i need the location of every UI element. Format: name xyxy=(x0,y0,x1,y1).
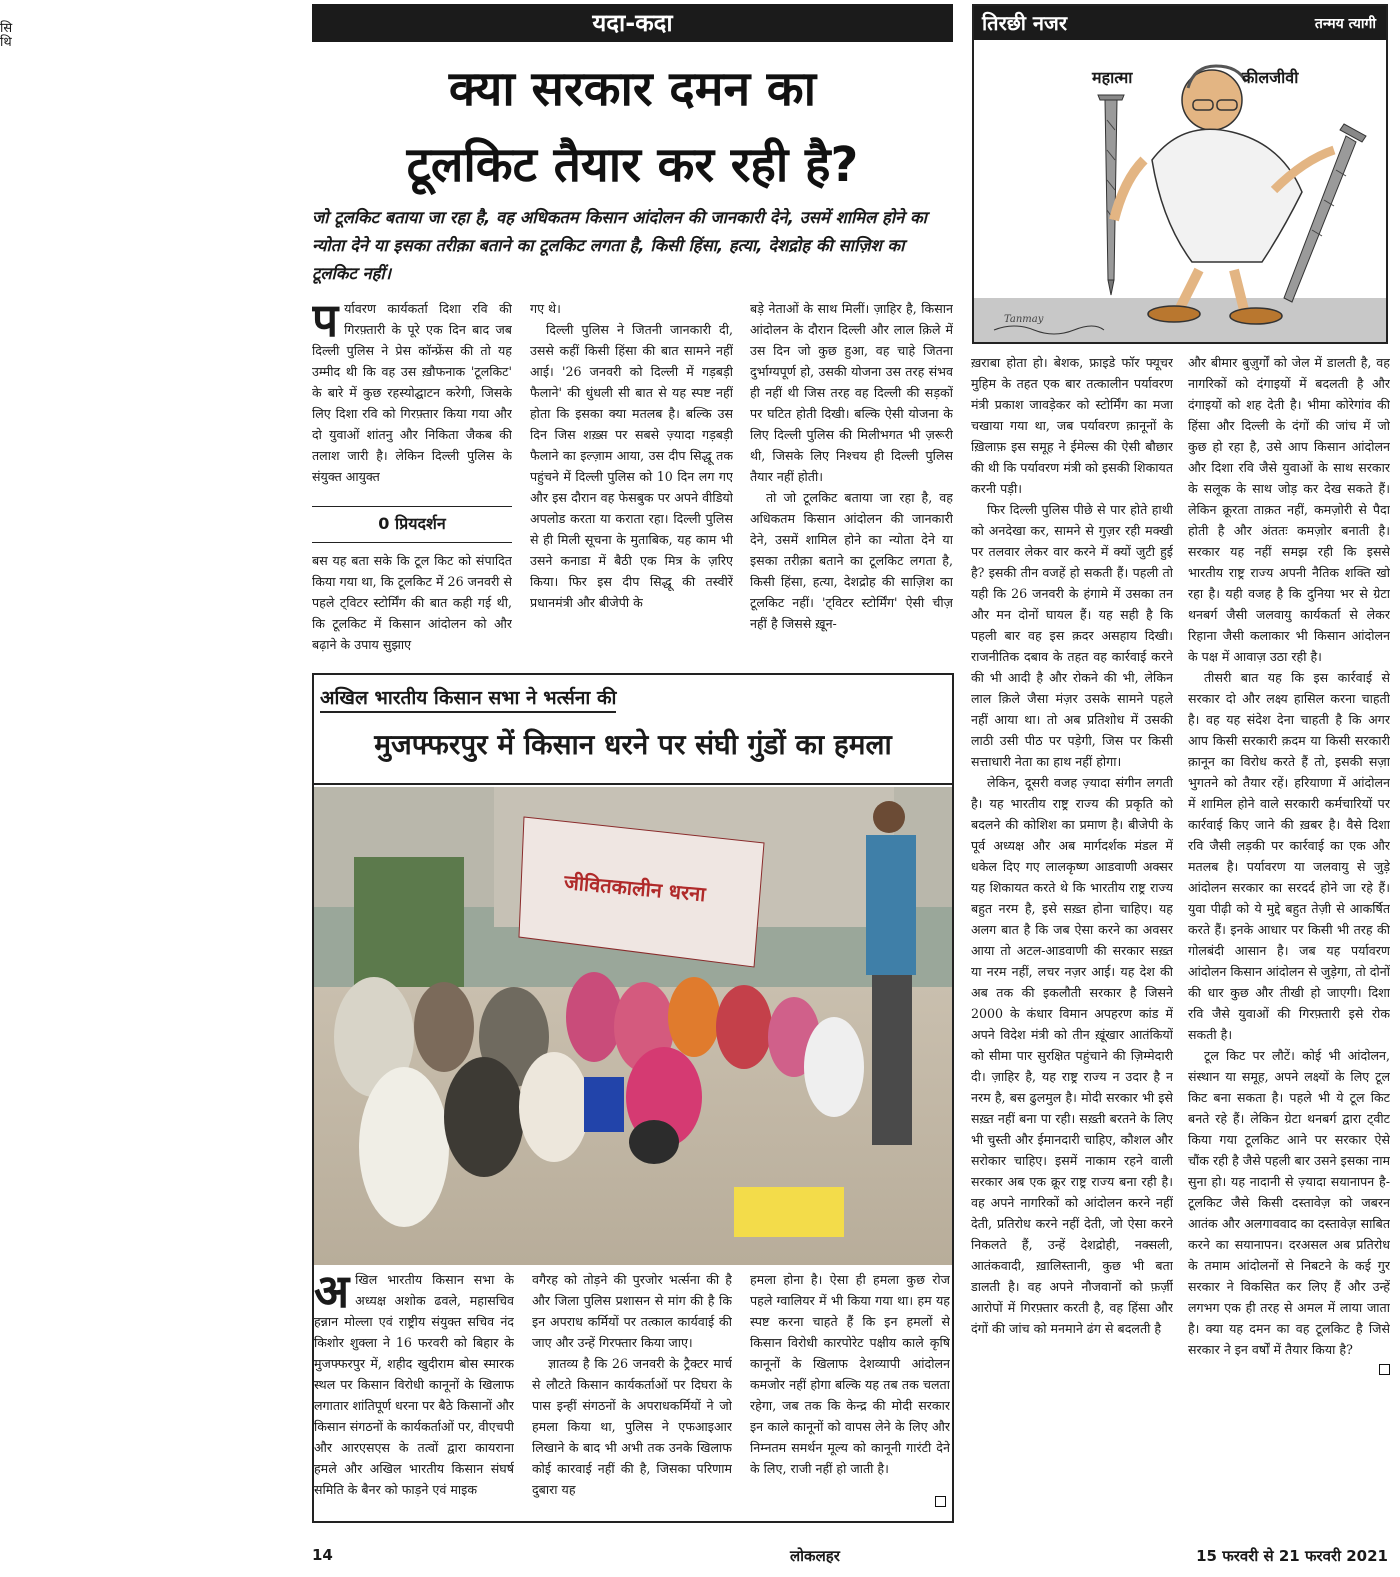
article-paragraph: बस यह बता सके कि टूल किट को संपादित किया गया था, कि टूलकिट में 26 जनवरी से पहले ट्विटर स्टोर्मिंग की बात कही गई थी, कि टूलकिट में किसान आंदोलन को और बढ़ाने के उपाय सुझाए xyxy=(312,553,512,652)
news-headline-rule xyxy=(314,783,952,785)
paragraph-text: खिल भारतीय किसान सभा के अध्यक्ष अशोक ढवले, महासचिव हन्नान मोल्ला एवं राष्ट्रीय संयुक्त सचिव नंद किशोर शुक्ला ने 16 फरवरी को बिहार के मुजफ्फरपुर में, शहीद खुदीराम बोस स्मारक स्थल पर किसान विरोधी कानूनों के खिलाफ लगातार शांतिपूर्ण धरना पर बैठे किसानों और किसान संगठनों के कार्यकर्ताओं पर, वीएचपी और आरएसएस के तत्वों द्वारा कायराना हमले और अखिल भारतीय किसान संघर्ष समिति के बैनर को फाड़ने एवं माइक xyxy=(314,1272,514,1497)
standing-speaker xyxy=(866,801,916,1145)
news-headline: मुजफ्फरपुर में किसान धरने पर संघी गुंडों का हमला xyxy=(374,728,892,761)
edge-fragment-line: थि xyxy=(0,35,12,50)
news-photo xyxy=(314,787,952,1265)
drop-cap: अ xyxy=(314,1269,350,1318)
article-paragraph: ज्ञातव्य है कि 26 जनवरी के ट्रैक्टर मार्च से लौटते किसान कार्यकर्ताओं पर दिघरा के पास इन्हीं संगठनों के अपराधकर्मियों ने जो हमला किया था, पुलिस ने एफआइआर लिखाने के बाद भी अभी तक उनके खिलाफ कोई कारवाई नहीं की है, जिसका परिणाम दुबारा यह xyxy=(532,1356,732,1497)
article-paragraph xyxy=(314,1269,514,1500)
article-paragraph xyxy=(312,298,512,487)
article-paragraph: तो जो टूलकिट बताया जा रहा है, वह अधिकतम किसान आंदोलन की जानकारी देने, उसमें शामिल होने का न्योता देने या इसका तरीक़ा बताने का टूलकिट लगता है, किसी हिंसा, हत्या, देशद्रोह की साज़िश का टूलकिट नहीं। 'ट्विटर स्टोर्मिंग' ऐसी चीज़ नहीं है जिससे ख़ून- xyxy=(750,490,953,631)
cartoon-banner-title: तिरछी नजर xyxy=(982,11,1068,35)
headline-line-2: टूलकिट तैयार कर रही है? xyxy=(406,137,859,193)
article-column-3 xyxy=(750,298,953,665)
drop-cap: प xyxy=(312,298,339,347)
article-column-2 xyxy=(530,298,733,665)
news-kicker xyxy=(320,685,616,713)
author-rule-top xyxy=(312,506,512,507)
cartoon-banner xyxy=(974,6,1386,40)
article-column-1 xyxy=(312,298,512,508)
news-box xyxy=(312,673,954,1523)
page-number: 14 xyxy=(312,1546,333,1564)
blue-box xyxy=(584,1077,624,1132)
page-headline xyxy=(312,56,953,198)
protest-banner-text: जीवितकालीन धरना xyxy=(563,869,707,907)
article-column-5 xyxy=(1188,352,1390,1530)
article-paragraph: ख़राबा होता हो। बेशक, फ्राइडे फॉर फ्यूचर मुहिम के तहत एक बार तत्कालीन पर्यावरण मंत्री प्रकाश जावड़ेकर को स्टोर्मिंग का मजा चखाया गया था, जब पर्यावरण क़ानूनों के ख़िलाफ़ इस समूह ने ईमेल्स की ऐसी बौछार की थी कि पर्यावरण मंत्री को इसकी शिकायत करनी पड़ी। xyxy=(971,355,1173,496)
publication-name: लोकलहर xyxy=(790,1547,840,1565)
article-column-4 xyxy=(971,352,1173,1530)
end-mark xyxy=(1379,1364,1390,1375)
edge-fragment-line: सि xyxy=(0,21,13,36)
edge-fragment xyxy=(0,22,12,50)
bag xyxy=(629,1120,679,1164)
article-paragraph: लेकिन, दूसरी वजह ज़्यादा संगीन लगती है। यह भारतीय राष्ट्र राज्य की प्रकृति को बदलने की कोशिश का प्रमाण है। बीजेपी के पूर्व अध्यक्ष और अब मार्गदर्शक मंडल में धकेल दिए गए लालकृष्ण आडवाणी अक्सर यह शिकायत करते थे कि भारतीय राष्ट्र राज्य बहुत नरम है, इसे सख़्त होना चाहिए। यह अलग बात है कि जब ऐसा करने का अवसर आया तो अटल-आडवाणी की सरकार सख़्त या नरम नहीं, लचर नज़र आई। यह देश की अब तक की इकलौती सरकार है जिसने 2000 के कंधार विमान अपहरण कांड में अपने विदेश मंत्री को तीन ख़ूंखार आतंकियों को सीमा पार सुरक्षित पहुंचाने की ज़िम्मेदारी दी। ज़ाहिर है, यह राष्ट्र राज्य न उदार है न नरम है, बस ढुलमुल है। मोदी सरकार भी इसे सख़्त नहीं बना पा रही। सख़्ती बरतने के लिए भी चुस्ती और ईमानदारी चाहिए, कौशल और सरोकार चाहिए। इसमें नाकाम रहने वाली सरकार अब एक क्रूर राष्ट्र राज्य बना रही है। वह अपने नागरिकों को आंदोलन करने नहीं देती, प्रतिरोध करने नहीं देती, जो ऐसा करने निकलते हैं, उन्हें देशद्रोही, नक्सली, आतंकवादी, ख़ालिस्तानी, कुछ भी बता डालती है। वह अपने नौजवानों को फ़र्ज़ी आरोपों में गिरफ़्तार करती है, वह हिंसा और दंगों की जांच को मनमाने ढंग से बदलती है xyxy=(971,775,1173,1336)
issue-date: 15 फरवरी से 21 फरवरी 2021 xyxy=(1196,1547,1388,1565)
headline-line-1: क्या सरकार दमन का xyxy=(448,61,817,117)
news-kicker-text: अखिल भारतीय किसान सभा ने भर्त्सना की xyxy=(320,687,617,709)
article-paragraph: और बीमार बुज़ुर्गों को जेल में डालती है, वह नागरिकों को दंगाइयों में बदलती है और दंगाइयों को शह देती है। भीमा कोरेगांव की हिंसा और दिल्ली के दंगों की जांच में जो कुछ हो रहा है, उसे आप किसान आंदोलन और दिशा रवि जैसे युवाओं के साथ सरकार के सलूक के साथ जोड़ कर देख सकते हैं। लेकिन क्रूरता ताक़त नहीं, कमज़ोरी से पैदा होती है और अंततः कमज़ोर बनाती है। सरकार यह नहीं समझ रही कि इससे भारतीय राष्ट्र राज्य अपनी नैतिक शक्ति खो रहा है। यही वजह है कि दुनिया भर से ग्रेटा थनबर्ग जैसी जलवायु कार्यकर्ता से लेकर रिहाना जैसी कलाकार भी किसान आंदोलन के पक्ष में आवाज़ उठा रही है। xyxy=(1188,355,1390,664)
article-paragraph: हमला होना है। ऐसा ही हमला कुछ रोज पहले ग्वालियर में भी किया गया था। हम यह स्पष्ट करना चाहते हैं कि इन हमलों से किसान विरोधी कारपोरेट पक्षीय काले कृषि कानूनों के खिलाफ देशव्यापी आंदोलन कमजोर नहीं होगा बल्कि यह तब तक चलता रहेगा, जब तक कि केन्द्र की मोदी सरकार इन काले कानूनों को वापस लेने के लिए और निम्नतम समर्थन मूल्य को कानूनी गारंटी देने के लिए, राजी नहीं हो जाती है। xyxy=(750,1272,950,1476)
cartoon-label-right: कीलजीवी xyxy=(1242,68,1299,87)
author-byline: 0 प्रियदर्शन xyxy=(378,514,446,533)
news-column-1 xyxy=(314,1269,514,1519)
cartoon-figure xyxy=(1114,66,1334,324)
cartoon-box xyxy=(972,4,1388,344)
yellow-sheet xyxy=(734,1187,844,1237)
article-paragraph: तीसरी बात यह कि इस कार्रवाई से सरकार दो और लक्ष्य हासिल करना चाहती है। वह यह संदेश देना चाहती है कि अगर आप किसी सरकारी क़दम या किसी सरकारी क़ानून का विरोध करते हैं तो, इसकी सज़ा भुगतने को तैयार रहें। हरियाणा में आंदोलन में शामिल होने वाले सरकारी कर्मचारियों पर कार्रवाई किए जाने की ख़बर है। वैसे दिशा रवि जैसी लड़की पर कार्रवाई का एक और मतलब है। पर्यावरण या जलवायु से जुड़े आंदोलन सरकार का सरदर्द होने जा रहे हैं। युवा पीढ़ी को ये मुद्दे बहुत तेज़ी से आकर्षित करते हैं। इनके आधार पर किसी भी तरह की गोलबंदी आसान है। जब यह पर्यावरण आंदोलन किसान आंदोलन से जुड़ेगा, तो दोनों की धार कुछ और तीखी हो जाएगी। दिशा रवि जैसे युवाओं की गिरफ़्तारी इसे रोक सकती है। xyxy=(1188,670,1390,1042)
section-banner-label: यदा-कदा xyxy=(592,9,673,37)
article-paragraph: फिर दिल्ली पुलिस पीछे से पार होते हाथी को अनदेखा कर, सामने से गुज़र रही मक्खी पर तलवार लेकर वार करने में क्यों जुटी हुई है? इसकी तीन वजहें हो सकती हैं। पहली तो यही कि 26 जनवरी के हंगामे में उसका तन और मन दोनों घायल हैं। यह सही है कि पहली बार वह इस क़दर असहाय दिखी। राजनीतिक दबाव के तहत वह कार्रवाई करने की भी आदी है और रोकने की भी, लेकिन लाल क़िले जैसा मंज़र उसके सामने पहले नहीं आया था। तो अब प्रतिशोध में उसकी लाठी उसी पीठ पर पड़ेगी, जिस पर किसी सत्ताधारी नेता का हाथ नहीं होगा। xyxy=(971,502,1173,769)
article-paragraph: गए थे। xyxy=(530,301,561,316)
paragraph-text: र्यावरण कार्यकर्ता दिशा रवि की गिरफ़्तारी के पूरे एक दिन बाद जब दिल्ली पुलिस ने प्रेस कॉन्फ्रेंस की तो यह उम्मीद थी कि वह उस ख़ौफनाक 'टूलकिट' के बारे में कुछ रहस्योद्घाटन करेगी, जिसके लिए दिशा रवि को गिरफ़्तार किया गया और दो युवाओं शांतनु और निकिता जैकब की तलाश जारी है। लेकिन दिल्ली पुलिस के संयुक्त आयुक्त xyxy=(312,301,512,484)
news-column-2 xyxy=(532,1269,732,1519)
article-paragraph: दिल्ली पुलिस ने जितनी जानकारी दी, उससे कहीं किसी हिंसा की बात सामने नहीं आई। '26 जनवरी को दिल्ली में गड़बड़ी फैलाने' की धुंधली सी बात से यह स्पष्ट नहीं होता कि इसका क्या मतलब है। बल्कि उस दिन जिस शख़्स पर सबसे ज़्यादा गड़बड़ी फैलाने का इल्ज़ाम आया, उस दीप सिद्धू तक पहुंचने में दिल्ली पुलिस को 10 दिन लग गए और इस दौरान वह फेसबुक पर अपने वीडियो अपलोड करता या कराता रहा। दिल्ली पुलिस से ही मिली सूचना के मुताबिक, यह काम भी उसने कनाडा में बैठी एक मित्र के ज़रिए किया। फिर इस दीप सिद्धू की तस्वीरें प्रधानमंत्री और बीजेपी के xyxy=(530,322,733,610)
article-paragraph: वगैरह को तोड़ने की पुरजोर भर्त्सना की है और जिला पुलिस प्रशासन से मांग की है कि इन अपराध कर्मियों पर तत्काल कार्यवाई की जाए और उन्हें गिरफ्तार किया जाए। xyxy=(532,1272,732,1350)
cartoon-label-left: महात्मा xyxy=(1092,68,1133,87)
article-paragraph: बड़े नेताओं के साथ मिलीं। ज़ाहिर है, किसान आंदोलन के दौरान दिल्ली और लाल क़िले में उस दिन जो कुछ हुआ, वह चाहे जितना दुर्भाग्यपूर्ण हो, उसकी योजना उस तरह संभव ही नहीं थी जिस तरह वह दिल्ली की सड़कों पर घटित होती दिखी। बल्कि ऐसी योजना के लिए दिल्ली पुलिस की मिलीभगत भी ज़रूरी थी, जिसके लिए निश्चय ही दिल्ली पुलिस तैयार नहीं होती। xyxy=(750,301,953,484)
author-rule-bottom xyxy=(312,542,512,543)
end-mark xyxy=(935,1496,946,1507)
deck-text: जो टूलकिट बताया जा रहा है, वह अधिकतम किसान आंदोलन की जानकारी देने, उसमें शामिल होने का न्योता देने या इसका तरीक़ा बताने का टूलकिट लगता है, किसी हिंसा, हत्या, देशद्रोह की साज़िश का टूलकिट नहीं। xyxy=(312,208,927,283)
cartoon-signature: Tanmay xyxy=(1004,314,1044,325)
cartoonist-name: तन्मय त्यागी xyxy=(1314,16,1376,32)
article-paragraph: टूल किट पर लौटें। कोई भी आंदोलन, संस्थान या समूह, अपने लक्ष्यों के लिए टूल किट बना सकता है। पहले भी ये टूल किट बनते रहे हैं। लेकिन ग्रेटा थनबर्ग द्वारा ट्वीट किया गया टूलकिट आने पर सरकार ऐसे चौंक रही है जैसे पहली बार उसने इसका नाम सुना हो। यह नादानी से ज़्यादा सयानापन है- टूलकिट जैसे किसी दस्तावेज़ को जबरन आतंक और अलगाववाद का दस्तावेज़ साबित करने का सयानापन। दरअसल अब प्रतिरोध के तमाम आंदोलनों से निबटने के कई गुर सरकार ने विकसित कर लिए हैं और उन्हें लगभग एक ही तरह से अमल में लाया जाता है। क्या यह दमन का वह टूलकिट है जिसे सरकार ने इन वर्षों में तैयार किया है? xyxy=(1188,1048,1390,1357)
article-column-1-continued xyxy=(312,550,512,665)
cartoon-illustration xyxy=(974,40,1386,342)
section-banner xyxy=(312,4,953,42)
news-column-3 xyxy=(750,1269,950,1519)
